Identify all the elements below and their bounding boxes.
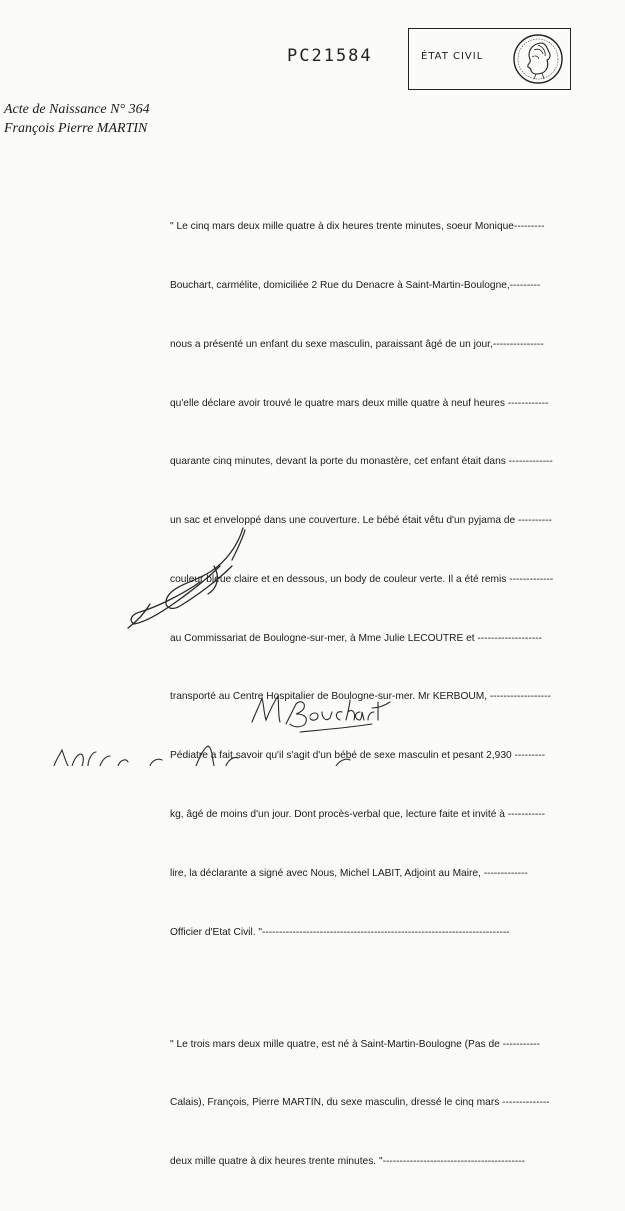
text-line: quarante cinq minutes, devant la porte du monastère, cet enfant était dans -------------: [170, 456, 553, 468]
paragraph-declaration: [170, 178, 606, 981]
text-line: un sac et enveloppé dans une couverture. Le bébé était vêtu d'un pyjama de ----------: [170, 515, 552, 527]
text-line: qu'elle déclare avoir trouvé le quatre mars deux mille quatre à neuf heures ------------: [170, 397, 549, 409]
act-title: Acte de Naissance N° 364: [4, 102, 150, 117]
stamp-label: ÉTAT CIVIL: [421, 51, 484, 62]
person-name: François Pierre MARTIN: [4, 121, 148, 136]
text-line: au Commissariat de Boulogne-sur-mer, à Mme Julie LECOUTRE et -------------------: [170, 632, 542, 644]
text-line: transporté au Centre Hospitalier de Boulogne-sur-mer. Mr KERBOUM, ------------------: [170, 691, 551, 703]
text-line: lire, la déclarante a signé avec Nous, Michel LABIT, Adjoint au Maire, -------------: [170, 867, 528, 879]
text-line: kg, âgé de moins d'un jour. Dont procès-verbal que, lecture faite et invité à -----------: [170, 809, 546, 820]
text-line: " Le trois mars deux mille quatre, est né à Saint-Martin-Boulogne (Pas de -----------: [170, 1038, 540, 1050]
text-line: Pédiatre a fait savoir qu'il s'agit d'un bébé de sexe masculin et pesant 2,930 ---------: [170, 750, 546, 762]
marianne-seal-icon: [512, 33, 564, 85]
text-line: " Le cinq mars deux mille quatre à dix heures trente minutes, soeur Monique---------: [170, 221, 545, 233]
text-line: Calais), François, Pierre MARTIN, du sexe masculin, dressé le cinq mars --------------: [170, 1097, 550, 1109]
text-line: nous a présenté un enfant du sexe masculin, paraissant âgé de un jour,---------------: [170, 338, 544, 350]
text-line: couleur bleue claire et en dessous, un body de couleur verte. Il a été remis -------------: [170, 573, 554, 585]
text-line: Officier d'Etat Civil. "-------------------------------------------------------------------------: [170, 926, 510, 938]
paragraph-birth-record: [170, 995, 606, 1211]
text-line: deux mille quatre à dix heures trente minutes. "------------------------------------------: [170, 1156, 526, 1168]
text-line: Bouchart, carmélite, domiciliée 2 Rue du Denacre à Saint-Martin-Boulogne,---------: [170, 279, 541, 291]
act-header: [4, 100, 150, 138]
act-body: [170, 178, 606, 1211]
etat-civil-stamp: [408, 28, 571, 90]
document-number: PC21584: [287, 46, 373, 66]
